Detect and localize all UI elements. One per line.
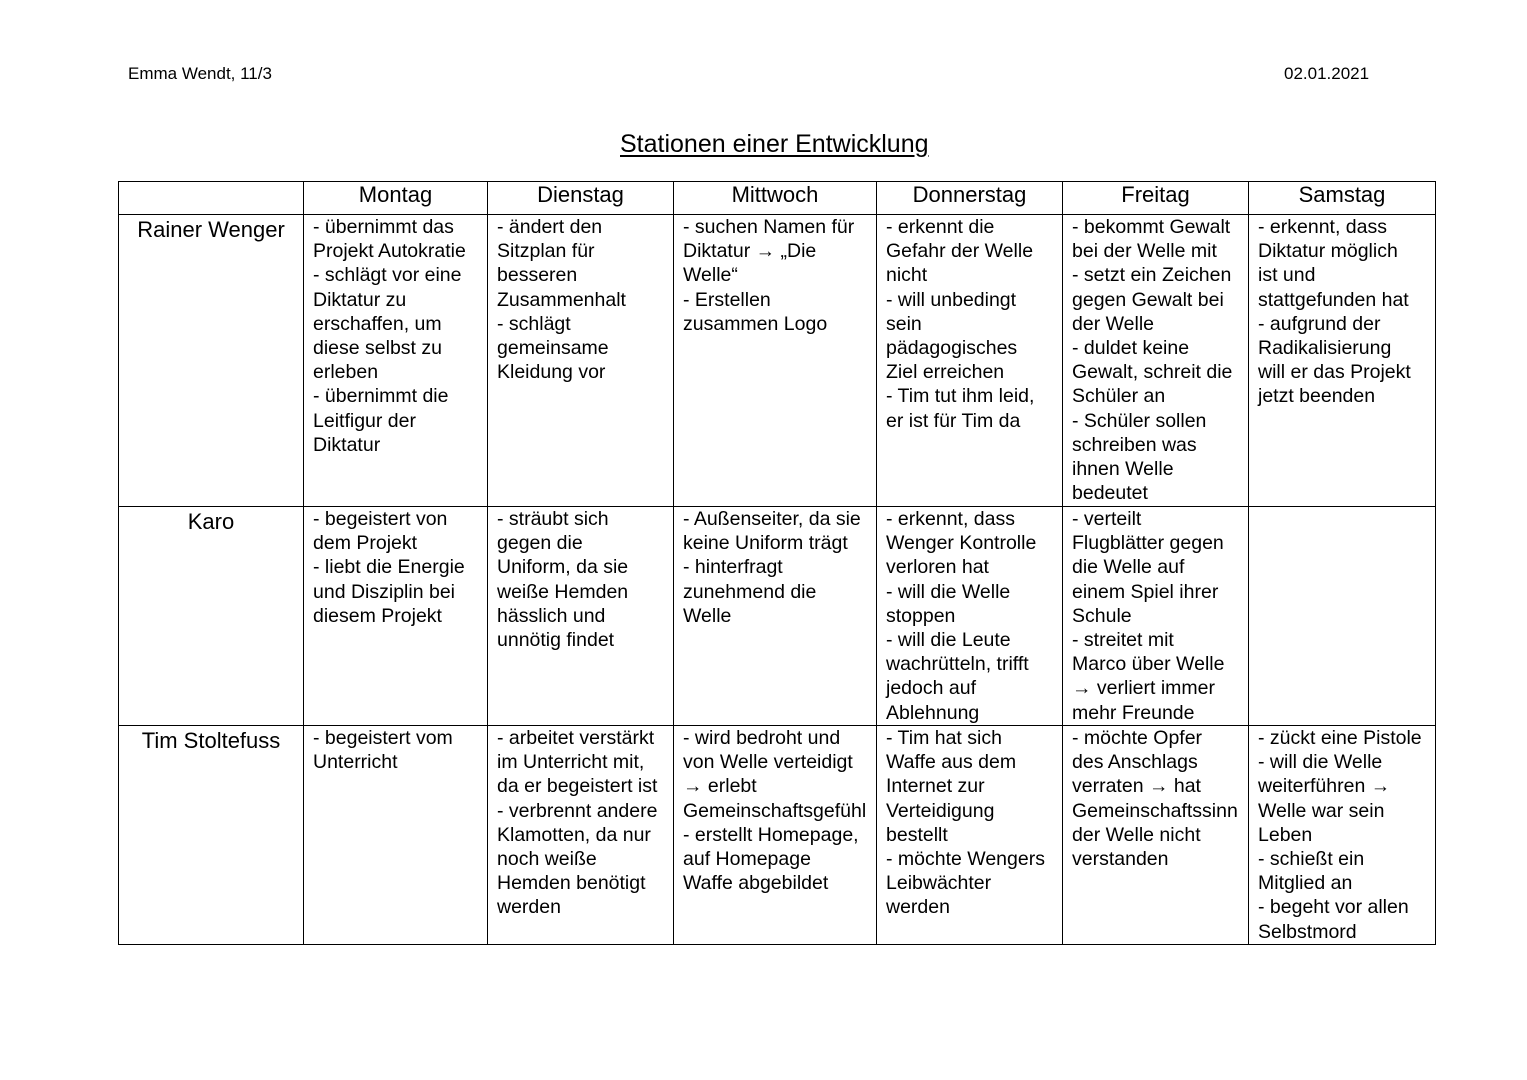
header-corner-cell xyxy=(119,182,304,215)
row-name-karo: Karo xyxy=(119,507,304,726)
table-cell: - übernimmt das Projekt Autokratie - schlägt vor eine Diktatur zu erschaffen, um diese selbst zu erleben - übernimmt die Leitfigur der Diktatur xyxy=(304,215,488,507)
table-cell: - wird bedroht und von Welle verteidigt → erlebt Gemeinschaftsgefühl - erstellt Homepage, auf Homepage Waffe abgebildet xyxy=(674,726,877,945)
document-date: 02.01.2021 xyxy=(1284,64,1370,83)
table-cell: - verteilt Flugblätter gegen die Welle auf einem Spiel ihrer Schule - streitet mit Marco über Welle → verliert immer mehr Freunde xyxy=(1063,507,1249,726)
row-name-rainer-wenger: Rainer Wenger xyxy=(119,215,304,507)
author-class: Emma Wendt, 11/3 xyxy=(128,64,272,83)
column-header-donnerstag: Donnerstag xyxy=(877,182,1063,215)
character-development-table xyxy=(118,181,1436,945)
document-title: Stationen einer Entwicklung xyxy=(620,130,929,158)
table-header-row xyxy=(119,182,1436,215)
table-cell: - sträubt sich gegen die Uniform, da sie weiße Hemden hässlich und unnötig findet xyxy=(488,507,674,726)
table-cell: - arbeitet verstärkt im Unterricht mit, da er begeistert ist - verbrennt andere Klamotten, da nur noch weiße Hemden benötigt werden xyxy=(488,726,674,945)
table-cell: - Außenseiter, da sie keine Uniform trägt - hinterfragt zunehmend die Welle xyxy=(674,507,877,726)
table-cell: - Tim hat sich Waffe aus dem Internet zur Verteidigung bestellt - möchte Wengers Leibwächter werden xyxy=(877,726,1063,945)
table-cell xyxy=(1249,507,1436,726)
table-cell: - suchen Namen für Diktatur → „Die Welle“ - Erstellen zusammen Logo xyxy=(674,215,877,507)
table-cell: - begeistert vom Unterricht xyxy=(304,726,488,945)
table-cell: - zückt eine Pistole - will die Welle weiterführen → Welle war sein Leben - schießt ein Mitglied an - begeht vor allen Selbstmord xyxy=(1249,726,1436,945)
table-row xyxy=(119,726,1436,945)
table-row xyxy=(119,215,1436,507)
column-header-freitag: Freitag xyxy=(1063,182,1249,215)
table-cell: - ändert den Sitzplan für besseren Zusammenhalt - schlägt gemeinsame Kleidung vor xyxy=(488,215,674,507)
table-cell: - bekommt Gewalt bei der Welle mit - setzt ein Zeichen gegen Gewalt bei der Welle - duldet keine Gewalt, schreit die Schüler an - Schüler sollen schreiben was ihnen Welle bedeutet xyxy=(1063,215,1249,507)
table-cell: - möchte Opfer des Anschlags verraten → hat Gemeinschaftssinn der Welle nicht verstanden xyxy=(1063,726,1249,945)
table-cell: - erkennt die Gefahr der Welle nicht - will unbedingt sein pädagogisches Ziel erreichen - Tim tut ihm leid, er ist für Tim da xyxy=(877,215,1063,507)
table-cell: - erkennt, dass Diktatur möglich ist und stattgefunden hat - aufgrund der Radikalisierung will er das Projekt jetzt beenden xyxy=(1249,215,1436,507)
table-row xyxy=(119,507,1436,726)
column-header-mittwoch: Mittwoch xyxy=(674,182,877,215)
column-header-samstag: Samstag xyxy=(1249,182,1436,215)
column-header-montag: Montag xyxy=(304,182,488,215)
table-cell: - begeistert von dem Projekt - liebt die Energie und Disziplin bei diesem Projekt xyxy=(304,507,488,726)
column-header-dienstag: Dienstag xyxy=(488,182,674,215)
table-cell: - erkennt, dass Wenger Kontrolle verloren hat - will die Welle stoppen - will die Leute wachrütteln, trifft jedoch auf Ablehnung xyxy=(877,507,1063,726)
row-name-tim-stoltefuss: Tim Stoltefuss xyxy=(119,726,304,945)
